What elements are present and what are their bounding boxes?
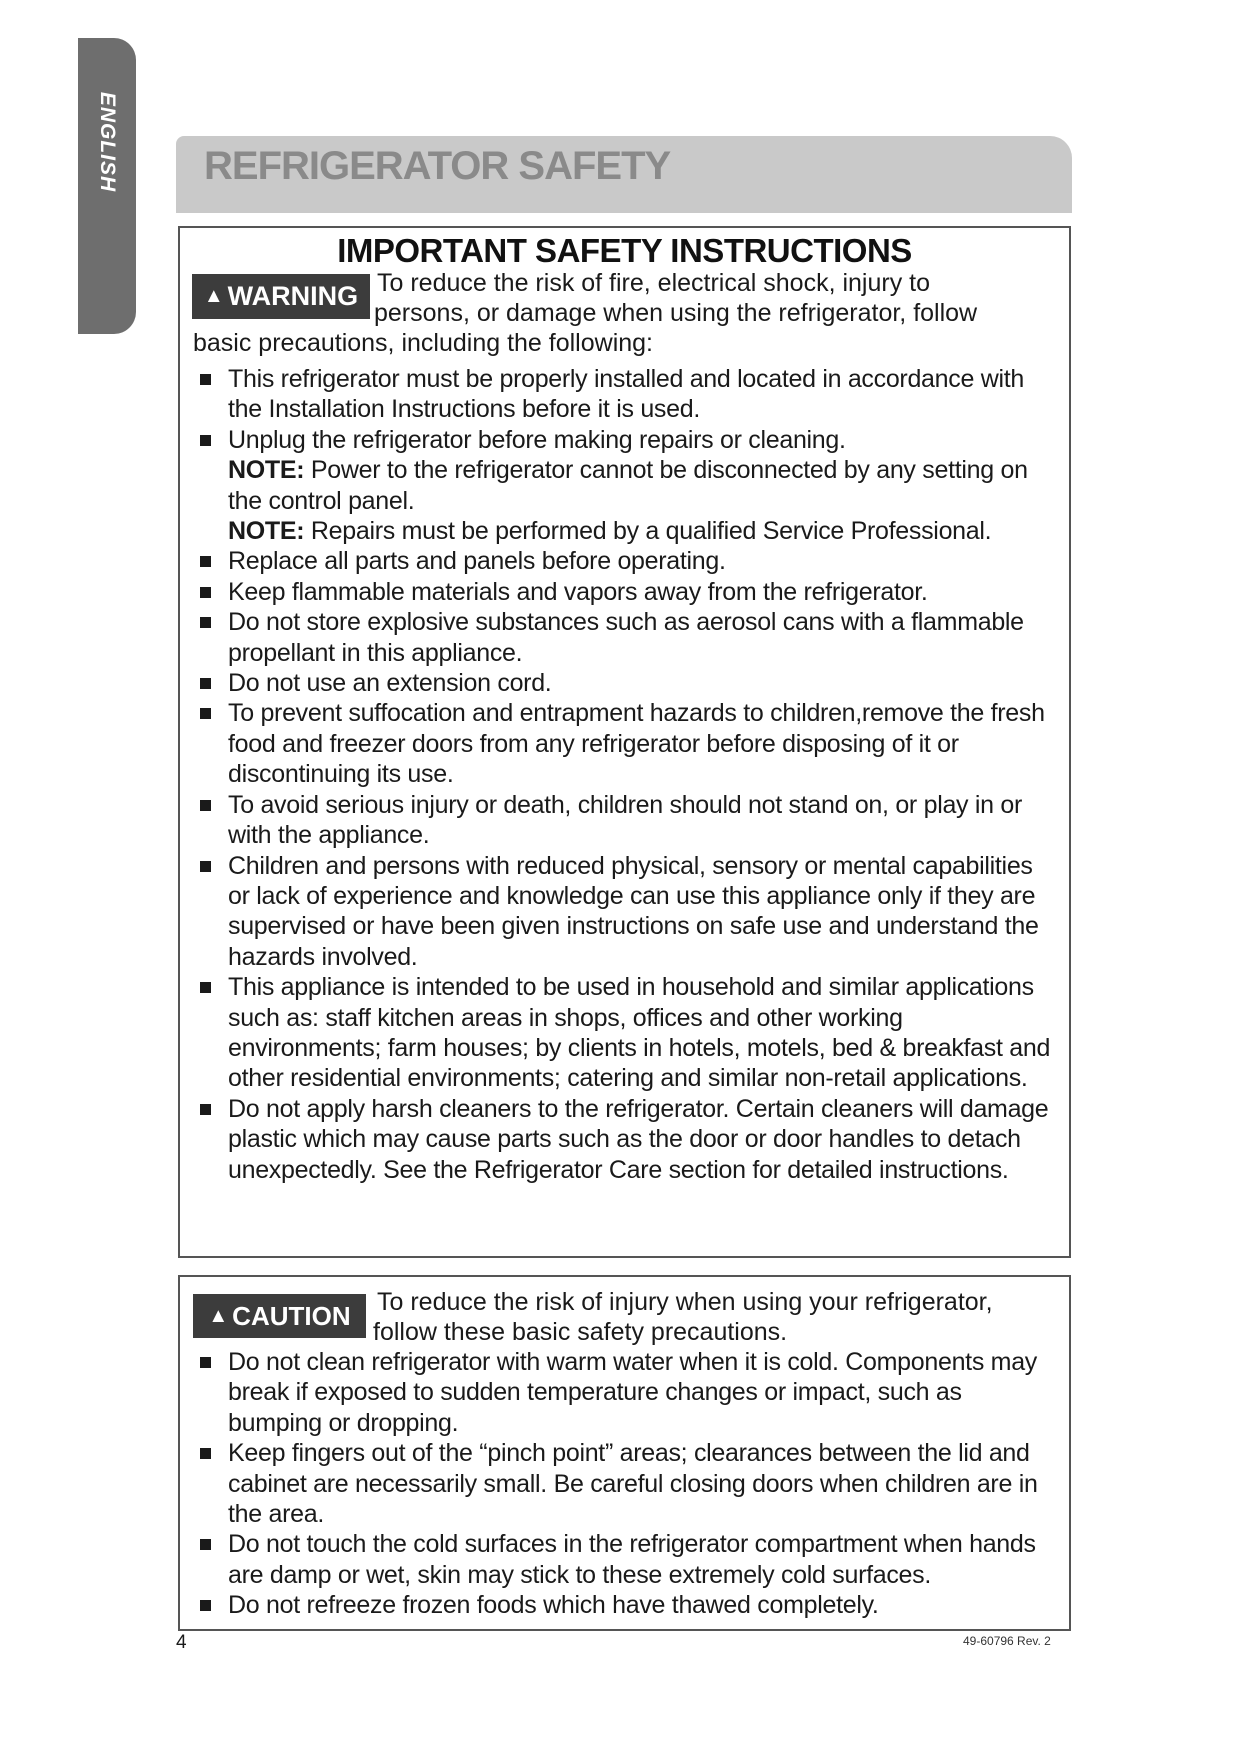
note-text: Power to the refrigerator cannot be disconnected by any setting on the control panel.: [228, 456, 1028, 515]
bullet-item: To avoid serious injury or death, children should not stand on, or play in or with the appliance.: [192, 790, 1060, 851]
warning-intro-line-3: basic precautions, including the following:: [193, 329, 653, 357]
warning-box-heading: IMPORTANT SAFETY INSTRUCTIONS: [337, 232, 912, 269]
document-code: 49-60796 Rev. 2: [963, 1634, 1051, 1648]
bullet-item: Unplug the refrigerator before making repairs or cleaning.: [192, 425, 1060, 455]
section-title-band: [176, 136, 1072, 213]
bullet-item: This appliance is intended to be used in household and similar applications such as: staff kitchen areas in shops, offices and other working environments; farm houses; by clients in hotels, motels, bed & breakfast and other residential environments; catering and similar non-retail applications.: [192, 972, 1060, 1094]
note-text: Repairs must be performed by a qualified Service Professional.: [304, 517, 992, 546]
page-number: 4: [176, 1632, 187, 1653]
warning-triangle-icon: ▲: [203, 285, 224, 307]
bullet-item: Do not touch the cold surfaces in the refrigerator compartment when hands are damp or wet, skin may stick to these extremely cold surfaces.: [192, 1529, 1060, 1590]
caution-signal-word: CAUTION: [232, 1300, 351, 1331]
caution-box: [178, 1275, 1071, 1631]
caution-triangle-icon: ▲: [208, 1304, 229, 1327]
bullet-item: To prevent suffocation and entrapment hazards to children,remove the fresh food and freezer doors from any refrigerator before disposing of it or discontinuing its use.: [192, 698, 1060, 789]
caution-intro-line-2: follow these basic safety precautions.: [373, 1318, 788, 1346]
page-title: REFRIGERATOR SAFETY: [204, 144, 671, 188]
bullet-item: This refrigerator must be properly installed and located in accordance with the Installation Instructions before it is used.: [192, 364, 1060, 425]
bullet-item: Children and persons with reduced physical, sensory or mental capabilities or lack of experience and knowledge can use this appliance only if they are supervised or have been given instructions on safe use and understand the hazards involved.: [192, 851, 1060, 973]
note-item: [192, 455, 1060, 516]
note-label: NOTE:: [228, 456, 305, 485]
bullet-item: Do not store explosive substances such as aerosol cans with a flammable propellant in this appliance.: [192, 607, 1060, 668]
caution-signal-badge: [193, 1294, 366, 1338]
language-tab-label: ENGLISH: [96, 91, 119, 193]
bullet-item: Do not clean refrigerator with warm water when it is cold. Components may break if exposed to sudden temperature changes or impact, such as bumping or dropping.: [192, 1347, 1060, 1438]
warning-box: [178, 226, 1071, 1258]
bullet-item: Do not refreeze frozen foods which have thawed completely.: [192, 1590, 1060, 1620]
caution-intro-line-1: To reduce the risk of injury when using your refrigerator,: [377, 1288, 993, 1316]
bullet-item: Keep flammable materials and vapors away from the refrigerator.: [192, 577, 1060, 607]
warning-intro-line-2: persons, or damage when using the refrigerator, follow: [374, 299, 978, 327]
bullet-item: Do not use an extension cord.: [192, 668, 1060, 698]
language-tab: [78, 38, 136, 334]
warning-intro-line-1: To reduce the risk of fire, electrical shock, injury to: [377, 269, 931, 297]
bullet-item: Keep fingers out of the “pinch point” areas; clearances between the lid and cabinet are necessarily small. Be careful closing doors when children are in the area.: [192, 1438, 1060, 1529]
warning-list: [192, 364, 1060, 1185]
bullet-item: Replace all parts and panels before operating.: [192, 546, 1060, 576]
caution-list: [192, 1347, 1060, 1621]
warning-signal-word: WARNING: [227, 281, 359, 311]
note-item: [192, 516, 1060, 546]
bullet-item: Do not apply harsh cleaners to the refrigerator. Certain cleaners will damage plastic which may cause parts such as the door or door handles to detach unexpectedly. See the Refrigerator Care section for detailed instructions.: [192, 1094, 1060, 1185]
note-label: NOTE:: [228, 517, 305, 546]
warning-signal-badge: [192, 274, 370, 319]
